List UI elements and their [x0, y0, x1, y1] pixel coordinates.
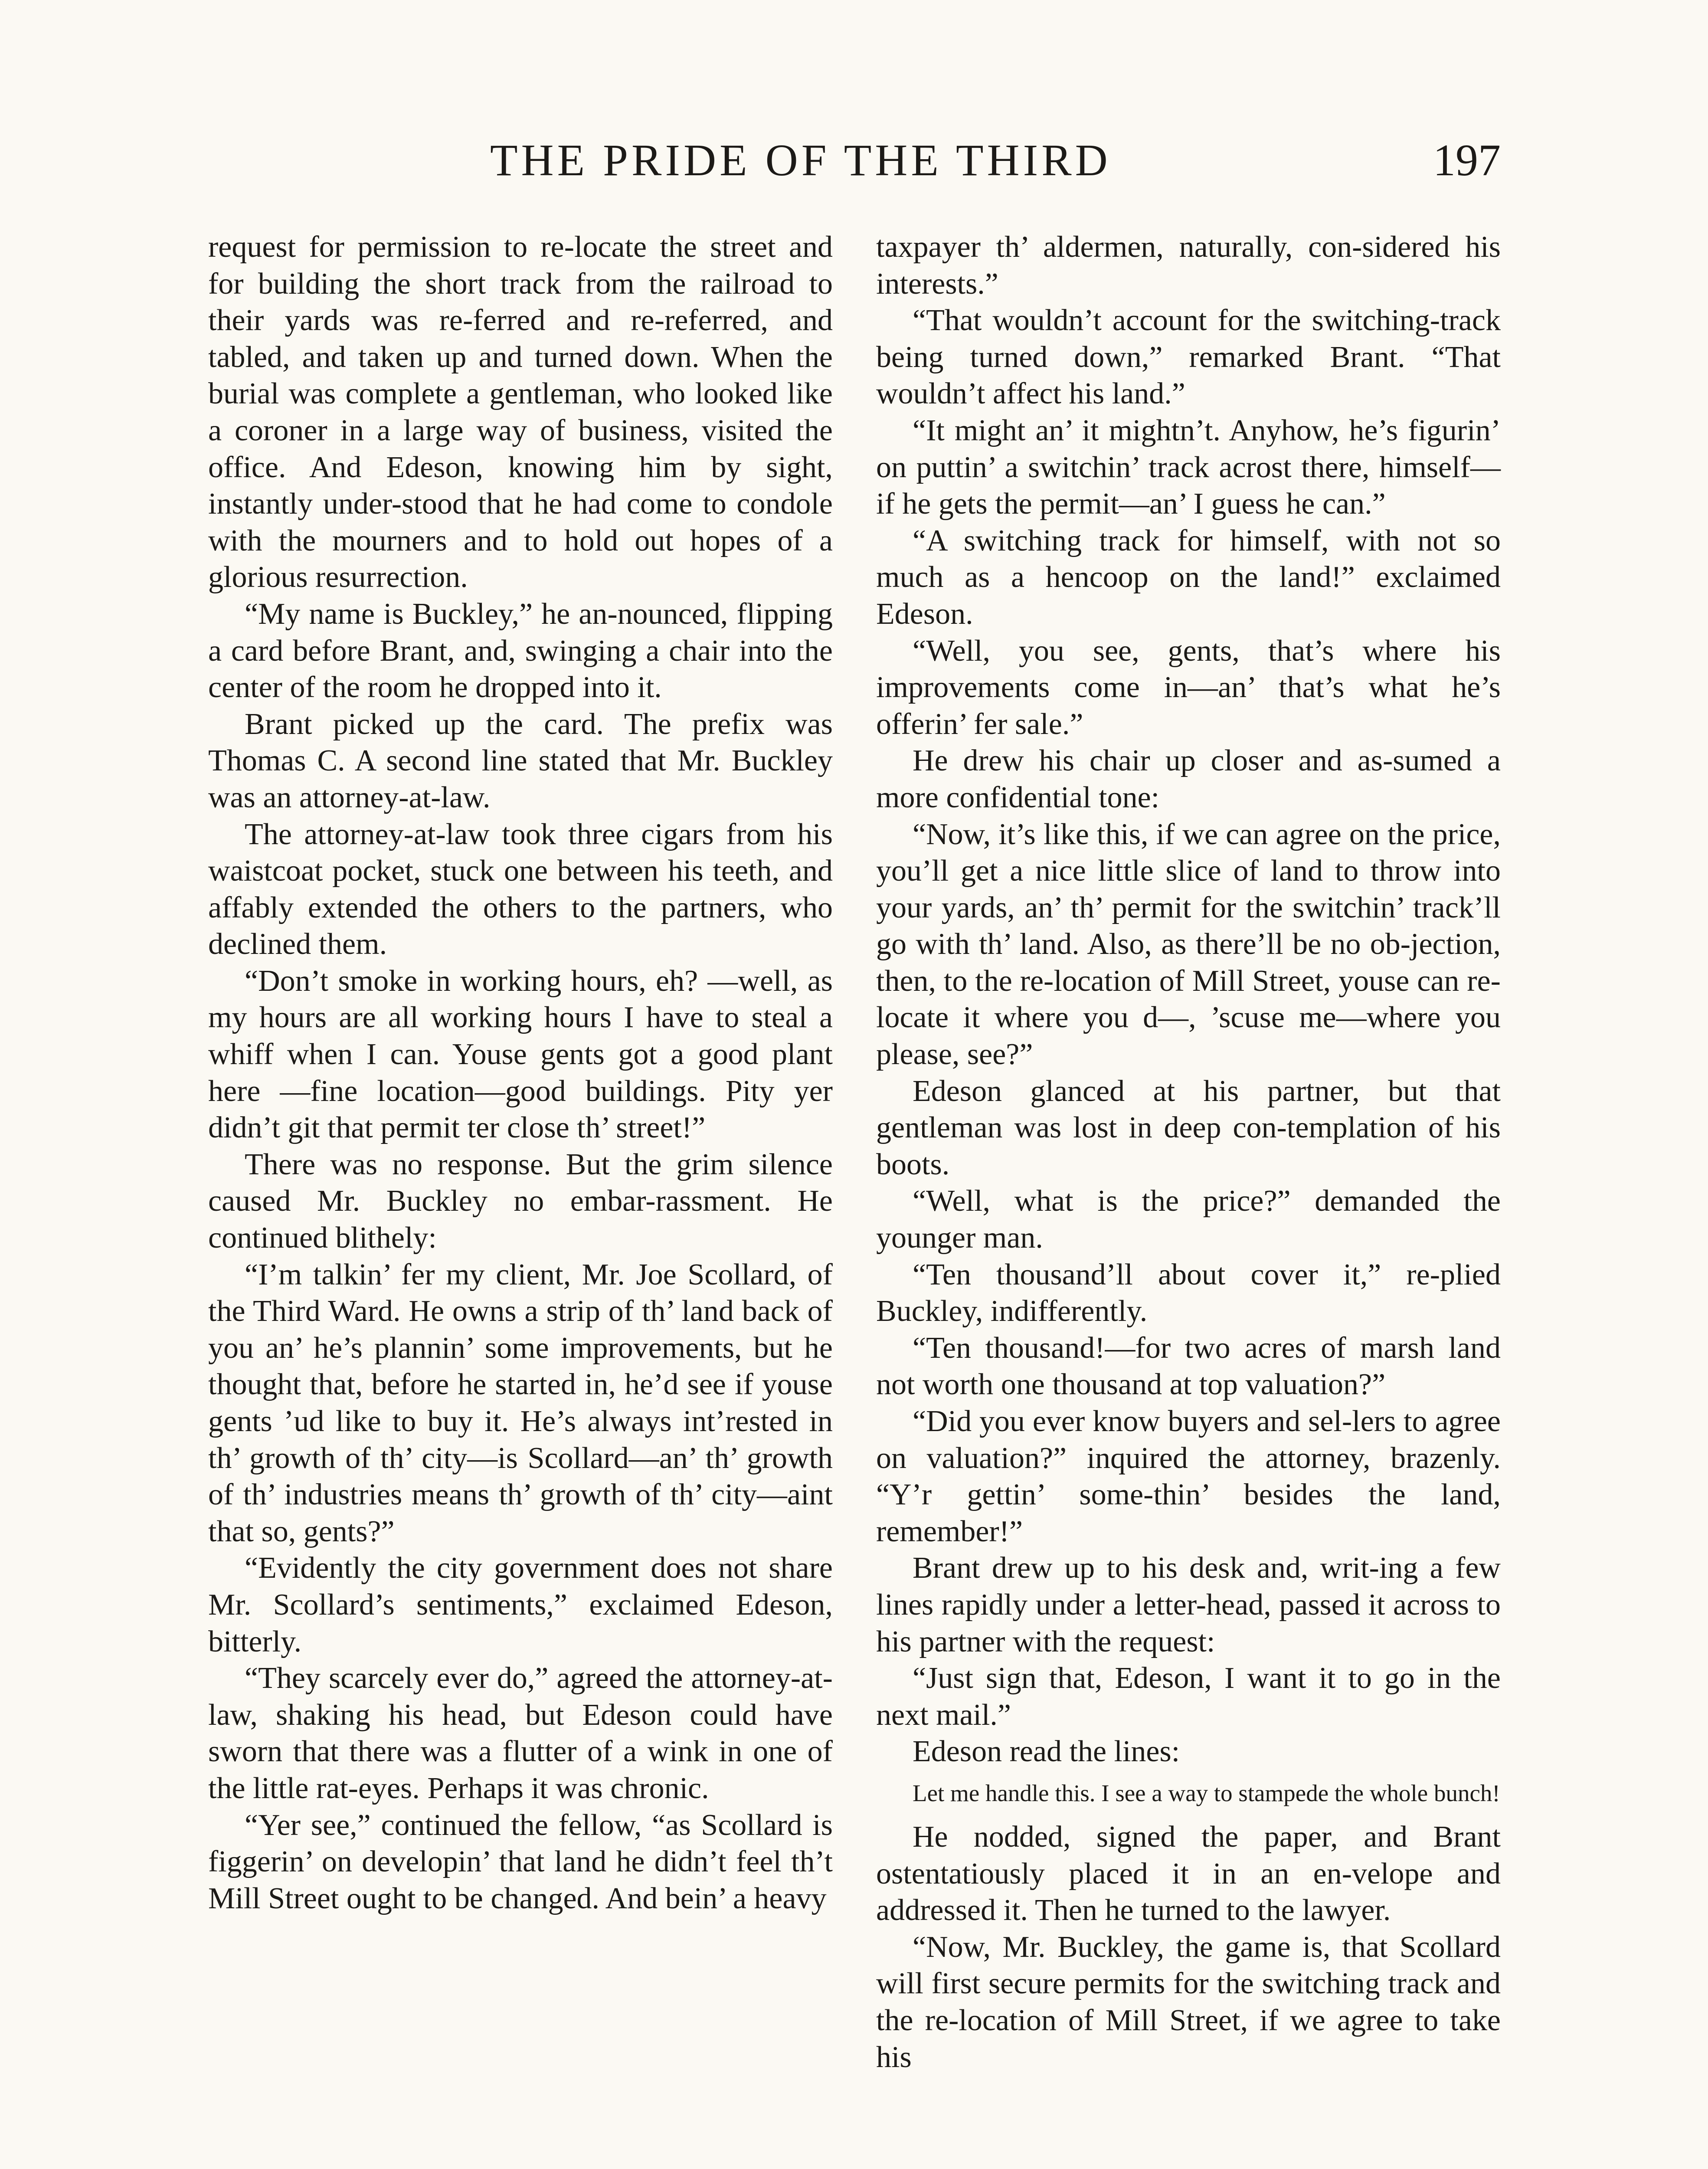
- paragraph: He drew his chair up closer and as-sumed a more confidential tone:: [876, 744, 1501, 814]
- paragraph: “That wouldn’t account for the switching-track being turned down,” remarked Brant. “That wouldn’t affect his land.”: [876, 304, 1501, 411]
- paragraph: “Don’t smoke in working hours, eh? —well, as my hours are all working hours I have to steal a whiff when I can. Youse gents got a good plant here —fine location—good buildings. Pity yer didn’t git that permit ter close th’ street!”: [208, 964, 833, 1145]
- paragraph: The attorney-at-law took three cigars from his waistcoat pocket, stuck one between his teeth, and affably extended the others to the partners, who declined them.: [208, 817, 833, 961]
- paragraph: “Now, it’s like this, if we can agree on the price, you’ll get a nice little slice of land to throw into your yards, an’ th’ permit for the switchin’ track’ll go with th’ land. Also, as there’ll be no ob-jection, then, to the re-location of Mill Street, youse can re-locate it where you d—, ’scuse me—where you please, see?”: [876, 817, 1501, 1071]
- paragraph: “My name is Buckley,” he an-nounced, flipping a card before Brant, and, swinging a chair into the center of the room he dropped into it.: [208, 597, 833, 704]
- paragraph: He nodded, signed the paper, and Brant ostentatiously placed it in an en-velope and addressed it. Then he turned to the lawyer.: [876, 1820, 1501, 1927]
- paragraph: taxpayer th’ aldermen, naturally, con-sidered his interests.”: [876, 230, 1501, 301]
- paragraph: “Just sign that, Edeson, I want it to go in the next mail.”: [876, 1661, 1501, 1732]
- page-number: 197: [1433, 135, 1501, 185]
- paragraph: Edeson read the lines:: [913, 1735, 1180, 1769]
- paragraph: “Did you ever know buyers and sel-lers to agree on valuation?” inquired the attorney, brazenly. “Y’r gettin’ some-thin’ besides the land, remember!”: [876, 1405, 1501, 1548]
- paragraph: “Yer see,” continued the fellow, “as Scollard is figgerin’ on developin’ that land he didn’t feel th’t Mill Street ought to be changed. And bein’ a heavy: [208, 1808, 833, 1915]
- paragraph: “A switching track for himself, with not so much as a hencoop on the land!” exclaimed Edeson.: [876, 524, 1501, 631]
- paragraph: “Ten thousand!—for two acres of marsh land not worth one thousand at top valuation?”: [876, 1331, 1501, 1402]
- paragraph: request for permission to re-locate the street and for building the short track from the railroad to their yards was re-ferred and re-referred, and tabled, and taken up and turned down. When the burial was complete a gentleman, who looked like a coroner in a large way of business, visited the office. And Edeson, knowing him by sight, instantly under-stood that he had come to condole with the mourners and to hold out hopes of a glorious resurrection.: [208, 230, 833, 594]
- paragraph: “Ten thousand’ll about cover it,” re-plied Buckley, indifferently.: [876, 1258, 1501, 1328]
- paragraph: “Now, Mr. Buckley, the game is, that Scollard will first secure permits for the switching track and the re-location of Mill Street, if we agree to take his: [876, 1930, 1501, 2074]
- quoted-note: Let me handle this. I see a way to stampede the whole bunch!: [913, 1779, 1500, 1806]
- running-title: THE PRIDE OF THE THIRD: [490, 135, 1111, 185]
- paragraph: “They scarcely ever do,” agreed the attorney-at-law, shaking his head, but Edeson could have sworn that there was a flutter of a wink in one of the little rat-eyes. Perhaps it was chronic.: [208, 1661, 833, 1805]
- paragraph: “Evidently the city government does not share Mr. Scollard’s sentiments,” exclaimed Edeson, bitterly.: [208, 1551, 833, 1658]
- paragraph: Edeson glanced at his partner, but that gentleman was lost in deep con-templation of his boots.: [876, 1074, 1501, 1181]
- paragraph: “It might an’ it mightn’t. Anyhow, he’s figurin’ on puttin’ a switchin’ track acrost there, himself—if he gets the permit—an’ I guess he can.”: [876, 413, 1501, 521]
- paragraph: Brant drew up to his desk and, writ-ing a few lines rapidly under a letter-head, passed it across to his partner with the request:: [876, 1551, 1501, 1658]
- paragraph: Brant picked up the card. The prefix was Thomas C. A second line stated that Mr. Buckley was an attorney-at-law.: [208, 707, 833, 814]
- paragraph: “Well, you see, gents, that’s where his improvements come in—an’ that’s what he’s offerin’ fer sale.”: [876, 634, 1501, 741]
- running-header: [208, 130, 1509, 191]
- paragraph: “Well, what is the price?” demanded the younger man.: [876, 1184, 1501, 1255]
- right-column: [876, 229, 1501, 2076]
- paragraph: There was no response. But the grim silence caused Mr. Buckley no embar-rassment. He continued blithely:: [208, 1147, 833, 1255]
- left-column: [208, 229, 833, 1917]
- paragraph: “I’m talkin’ fer my client, Mr. Joe Scollard, of the Third Ward. He owns a strip of th’ land back of you an’ he’s plannin’ some improvements, but he thought that, before he started in, he’d see if youse gents ’ud like to buy it. He’s always int’rested in th’ growth of th’ city—is Scollard—an’ th’ growth of th’ industries means th’ growth of th’ city—aint that so, gents?”: [208, 1258, 833, 1548]
